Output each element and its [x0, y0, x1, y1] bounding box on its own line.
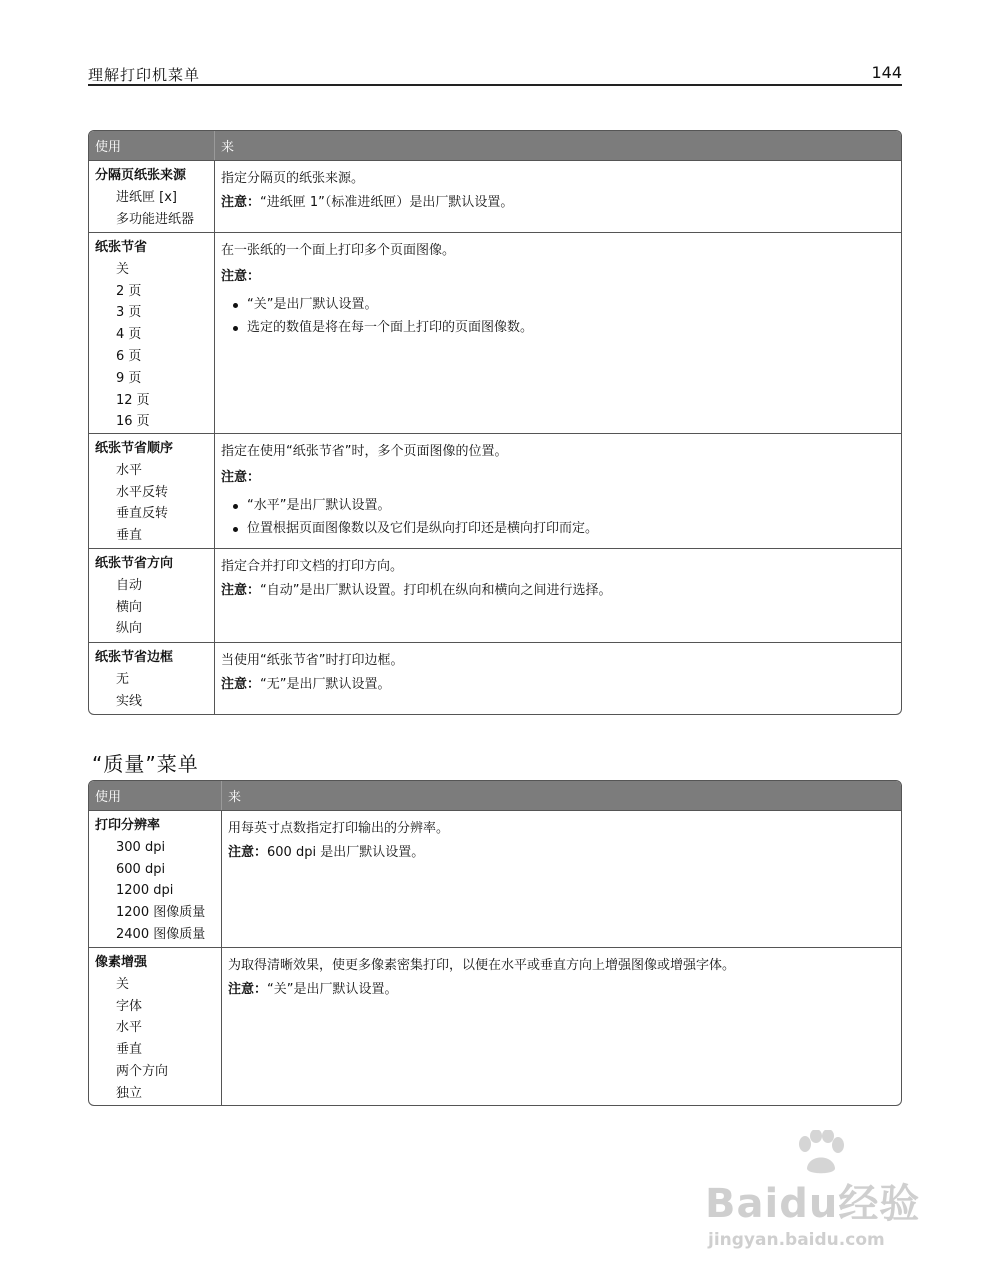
table-row — [89, 433, 901, 548]
description-cell — [215, 549, 901, 642]
description-text: 指定合并打印文档的打印方向。 — [221, 559, 404, 574]
note-bullet-list — [221, 496, 895, 539]
option-value: 横向 — [116, 599, 143, 615]
table-row — [89, 947, 901, 1105]
note-bullet: “水平”是出厂默认设置。 — [221, 496, 895, 516]
description-cell — [215, 643, 901, 714]
note-label: 注意： — [221, 195, 261, 210]
table-row — [89, 232, 901, 433]
note-label: 注意： — [228, 845, 268, 860]
option-name: 像素增强 — [95, 955, 148, 970]
paper-options-table — [88, 130, 902, 715]
watermark-url: jingyan.baidu.com — [708, 1230, 885, 1250]
option-value: 2400 图像质量 — [116, 926, 206, 942]
option-value: 字体 — [116, 998, 143, 1014]
note — [221, 581, 895, 601]
option-value: 9 页 — [116, 370, 142, 386]
note-text: “自动”是出厂默认设置。打印机在纵向和横向之间进行选择。 — [260, 583, 612, 598]
note-bullet: 位置根据页面图像数以及它们是纵向打印还是横向打印而定。 — [221, 519, 895, 539]
note — [228, 980, 895, 1000]
option-value: 600 dpi — [116, 861, 166, 877]
column-header-use: 使用 — [89, 781, 222, 810]
column-header-use: 使用 — [89, 131, 215, 160]
note-label: 注意： — [221, 677, 261, 692]
option-cell — [89, 161, 215, 232]
option-value: 300 dpi — [116, 839, 166, 855]
section-title: “质量”菜单 — [92, 752, 199, 776]
option-name: 打印分辨率 — [95, 818, 161, 833]
note-text: “关”是出厂默认设置。 — [267, 982, 398, 997]
description-cell — [215, 434, 901, 548]
option-value: 垂直 — [116, 528, 143, 544]
note-bullet: “关”是出厂默认设置。 — [221, 295, 895, 315]
page-number: 144 — [871, 63, 902, 82]
option-value: 4 页 — [116, 327, 142, 343]
option-value: 1200 dpi — [116, 883, 174, 899]
description-text: 在一张纸的一个面上打印多个页面图像。 — [221, 243, 456, 258]
option-cell — [89, 233, 215, 433]
watermark-brand-c: 经验 — [838, 1181, 921, 1227]
description-cell — [222, 811, 901, 947]
option-value: 16 页 — [116, 414, 150, 430]
note-label: 注意： — [228, 982, 268, 997]
description-cell — [215, 233, 901, 433]
table-row — [89, 548, 901, 642]
table-header — [89, 131, 901, 160]
note-label: 注意： — [221, 269, 261, 284]
paw-icon — [795, 1130, 845, 1176]
option-value: 实线 — [116, 693, 143, 709]
note — [228, 843, 895, 863]
watermark-brand-b: du — [779, 1181, 839, 1227]
option-value: 垂直 — [116, 1042, 143, 1058]
watermark-brand — [705, 1172, 920, 1229]
note-text: “进纸匣 1”（标准进纸匣）是出厂默认设置。 — [260, 195, 514, 210]
description-cell — [215, 161, 901, 232]
option-value: 水平反转 — [116, 484, 169, 500]
note-label: 注意： — [221, 583, 261, 598]
option-value: 两个方向 — [116, 1063, 169, 1079]
watermark-brand-a: Bai — [705, 1181, 780, 1227]
page-header — [88, 62, 902, 86]
option-cell — [89, 948, 222, 1105]
option-value: 水平 — [116, 1020, 143, 1036]
note-bullet: 选定的数值是将在每一个面上打印的页面图像数。 — [221, 318, 895, 338]
description-text: 指定分隔页的纸张来源。 — [221, 171, 365, 186]
option-value: 多功能进纸器 — [116, 211, 195, 227]
option-value: 自动 — [116, 577, 143, 593]
column-header-to: 来 — [221, 140, 235, 155]
note-text: 600 dpi 是出厂默认设置。 — [267, 845, 425, 860]
description-cell — [222, 948, 901, 1105]
description-text: 用每英寸点数指定打印输出的分辨率。 — [228, 821, 450, 836]
option-value: 进纸匣 [x] — [116, 189, 177, 205]
note — [221, 193, 895, 213]
option-name: 纸张节省方向 — [95, 556, 174, 571]
option-value: 6 页 — [116, 348, 142, 364]
note-label: 注意： — [221, 470, 261, 485]
description-text: 为取得清晰效果，使更多像素密集打印，以便在水平或垂直方向上增强图像或增强字体。 — [228, 958, 736, 973]
option-cell — [89, 549, 215, 642]
baidu-jingyan-watermark — [700, 1130, 930, 1260]
note-bullet-list — [221, 295, 895, 338]
option-cell — [89, 811, 222, 947]
note — [221, 675, 895, 695]
table-row — [89, 160, 901, 232]
option-name: 纸张节省 — [95, 240, 148, 255]
option-value: 12 页 — [116, 392, 150, 408]
option-name: 纸张节省顺序 — [95, 441, 174, 456]
option-value: 无 — [116, 671, 130, 687]
note-text: “无”是出厂默认设置。 — [260, 677, 391, 692]
option-value: 关 — [116, 976, 130, 992]
option-cell — [89, 434, 215, 548]
option-value: 纵向 — [116, 621, 143, 637]
table-header — [89, 781, 901, 810]
option-name: 分隔页纸张来源 — [95, 168, 187, 183]
description-text: 指定在使用“纸张节省”时，多个页面图像的位置。 — [221, 444, 508, 459]
option-cell — [89, 643, 215, 714]
option-value: 3 页 — [116, 305, 142, 321]
table-row — [89, 810, 901, 947]
option-value: 水平 — [116, 462, 143, 478]
description-text: 当使用“纸张节省”时打印边框。 — [221, 653, 404, 668]
quality-options-table — [88, 780, 902, 1106]
option-name: 纸张节省边框 — [95, 650, 174, 665]
table-row — [89, 642, 901, 714]
option-value: 独立 — [116, 1085, 143, 1101]
option-value: 1200 图像质量 — [116, 905, 206, 921]
header-title: 理解打印机菜单 — [88, 66, 201, 84]
option-value: 关 — [116, 261, 130, 277]
option-value: 2 页 — [116, 283, 142, 299]
option-value: 垂直反转 — [116, 506, 169, 522]
column-header-to: 来 — [228, 790, 242, 805]
